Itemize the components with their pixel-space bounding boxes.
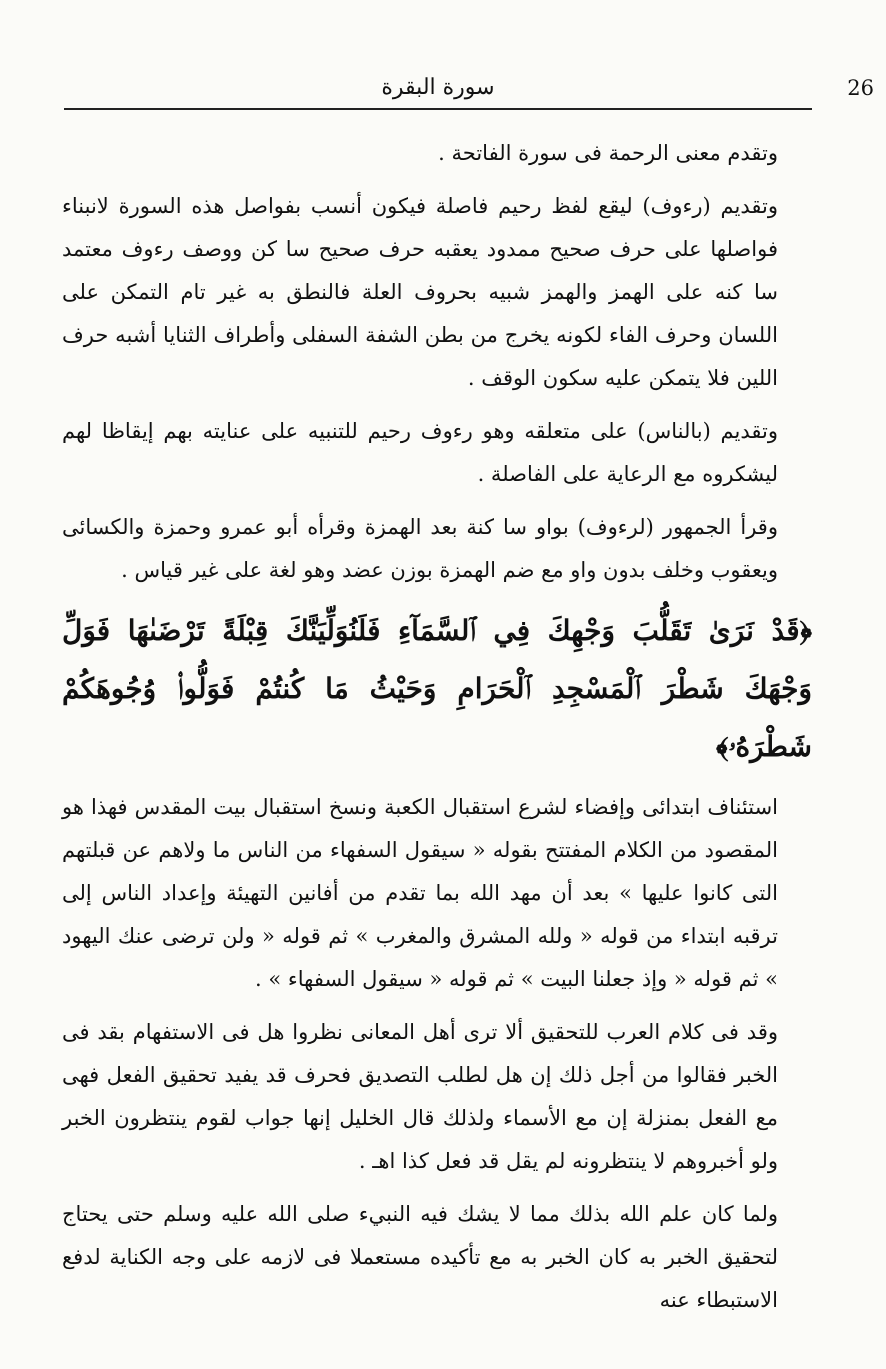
page-number: 26 [847,76,874,100]
paragraph-qad: وقد فى كلام العرب للتحقيق ألا ترى أهل المعانى نظروا هل فى الاستفهام بقد فى الخبر فقالوا من أجل ذلك إن هل لطلب التصديق فحرف قد يفيد تحقيق الفعل فهى مع الفعل بمنزلة إن مع الأسماء ولذلك قال الخليل إنها جواب لقوم ينتظرون الخبر ولو أخبروهم لا ينتظرونه لم يقل قد فعل كذا اهـ . [62,1020,778,1173]
page-header [64,68,874,110]
page-body [62,132,812,1332]
paragraph-readings: وقرأ الجمهور (لرءوف) بواو سا كنة بعد الهمزة وقرأه أبو عمرو وحمزة والكسائى ويعقوب وخلف بدون واو مع ضم الهمزة بوزن عضد وهو لغة على غير قياس . [62,515,778,582]
paragraph-raouf-order: وتقديم (رءوف) ليقع لفظ رحيم فاصلة فيكون أنسب بفواصل هذه السورة لانبناء فواصلها على حرف صحيح ممدود يعقبه حرف صحيح سا كن ووصف رءوف معتمد سا كنه على الهمز والهمز شبيه بحروف العلة فالنطق به غير تام التمكن على اللسان وحرف الفاء لكونه يخرج من بطن الشفة السفلى وأطراف الثنايا أشبه حرف اللين فلا يتمكن عليه سكون الوقف . [62,194,778,390]
paragraph-rahma: وتقدم معنى الرحمة فى سورة الفاتحة . [438,141,778,165]
paragraph-prophet: ولما كان علم الله بذلك مما لا يشك فيه النبيء صلى الله عليه وسلم حتى يحتاج لتحقيق الخبر به كان الخبر به مع تأكيده مستعملا فى لازمه على وجه الكناية لدفع الاستبطاء عنه [62,1202,778,1312]
quran-verse: ﴿قَدْ نَرَىٰ تَقَلُّبَ وَجْهِكَ فِي ٱلسَّمَآءِ فَلَنُوَلِّيَنَّكَ قِبْلَةً تَرْضَىٰهَا فَوَلِّ وَجْهَكَ شَطْرَ ٱلْمَسْجِدِ ٱلْحَرَامِ وَحَيْثُ مَا كُنتُمْ فَوَلُّوا۟ وُجُوهَكُمْ شَطْرَهُۥ﴾ [62,614,812,763]
paragraph-qibla: استئناف ابتدائى وإفضاء لشرع استقبال الكعبة ونسخ استقبال بيت المقدس فهذا هو المقصود من الكلام المفتتح بقوله « سيقول السفهاء من الناس ما ولاهم عن قبلتهم التى كانوا عليها » بعد أن مهد الله بما تقدم من أفانين التهيئة وإعداد الناس إلى ترقبه ابتداء من قوله « ولله المشرق والمغرب » ثم قوله « ولن ترضى عنك اليهود » ثم قوله « وإذ جعلنا البيت » ثم قوله « سيقول السفهاء » . [62,795,778,991]
surah-title: سورة البقرة [381,75,495,100]
paragraph-bilnas-order: وتقديم (بالناس) على متعلقه وهو رءوف رحيم للتنبيه على عنايته بهم إيقاظا لهم ليشكروه مع الرعاية على الفاصلة . [62,419,778,486]
